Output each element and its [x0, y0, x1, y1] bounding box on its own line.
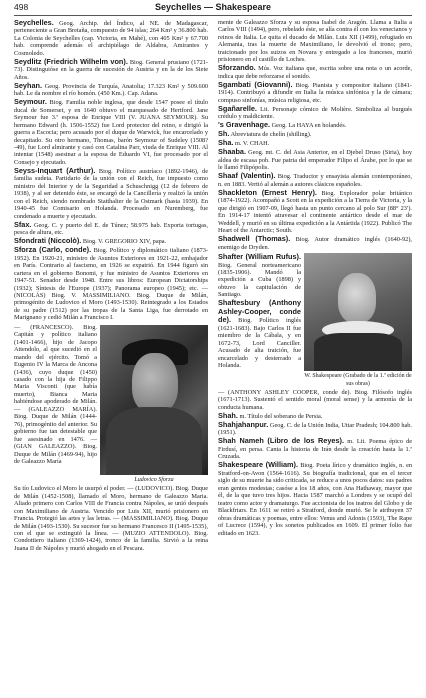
dictionary-entry [218, 19, 412, 64]
entry-headword: Shahjahanpur. [218, 419, 269, 429]
entry-text: Biog. V. GREGORIO XIV, papa. [82, 238, 167, 246]
entry-text: m. Título del soberano de Persia. [239, 412, 323, 420]
entry-headword: 's Gravenhage. [218, 120, 271, 130]
right-column [218, 19, 412, 691]
running-title: Seychelles — Shakespeare [154, 2, 272, 12]
entry-headword: Shakespeare (William). [218, 460, 299, 470]
shakespeare-portrait [304, 253, 412, 371]
entry-text: Geog. C. de la Unión India, Uttar Pradesh; 104.800 hab. (1951). [218, 421, 412, 437]
entry-headword: Shah Nameh (Libro de los Reyes). [218, 436, 345, 446]
entry-headword: Seyhan. [14, 80, 42, 90]
entry-text: Geog. C. y puerto del E. de Túnez; 58.975 hab. Exporta tortugas, pesca de altura, etc. [14, 221, 208, 237]
entry-headword: Sgambati (Giovanni). [218, 79, 293, 89]
entry-text: m. V. CHAH. [235, 140, 270, 148]
page-number: 498 [14, 2, 29, 12]
entry-text: Biog. Pianista y compositor italiano (1841-1914). Contribuyó a difundir en Italia la música sinfónica y la de cámara; compuso sinfonías, música religiosa, etc. [218, 81, 412, 104]
dictionary-entry [218, 421, 412, 437]
entry-text: Biog. Traductor y ensayista alemán contemporáneo, n. en 1883. Vertió al alemán a autores clásicos españoles. [218, 173, 412, 188]
entry-text: Biog. Poeta lírico y dramático inglés, n. en Stratford-on-Avon (1564-1616). Su biografía tradicional, que en el tercer siglo de su muerte ha sido criticada, se reduce a unos pocos datos: sus padres eran gentes modestas; casóse a los 18 años, con Ana Hathaway, mayor que él, de la que tuvo tres hijos. Hacia 1587 marchó a Londres y se ocupó del teatro como actor y dramaturgo. Fue accionista de los teatros del Globo y de Blackfriars. En 1611 se retiró a Stratford, donde murió. Se le atribuyen 37 obras dramáticas y poemas, entre ellos: Venus and Adonis (1593), The Rape of Lucrece (1594), y los sonetos publicados en 1609. El primer folio fue editado en 1623. [218, 462, 412, 537]
dictionary-entry [218, 253, 301, 299]
entry-text: Geog. Provincia de Turquía, Anatolia; 17.323 Km² y 509.600 hab. Le da nombre el río homón. (450 Km.). Cap. Adana. [14, 82, 208, 98]
left-column [14, 19, 208, 691]
dictionary-entry [218, 189, 412, 235]
entry-headword: Shafter (William Rufus). [218, 252, 301, 262]
entry-text: Biog. Explorador polar británico (1874-1922). Acompañó a Scott en la expedición a la Tierra de Victoria, y la que dirigió en 1907-09, llegó hasta un punto cercano al polo Sur (88° 23′). En 1914-17 intentó atravesar el continente antártico desde el mar de Weddell, y murió en su última expedición a la Antártida (1922). Publicó The Heart of the Antarctic; South. [218, 189, 412, 235]
dictionary-entry [218, 389, 412, 411]
entry-text: Biog. General norteamericano (1835-1906). Mandó la expedición a Cuba (1898) y obtuvo la capitulación de Santiago. [218, 261, 301, 299]
entry-headword: Seyss-Inquart (Arthur). [14, 165, 96, 175]
entry-text: Geog. Archip. del Índico, al NE. de Madagascar, perteneciente a Gran Bretaña, compuesto de 94 islas; 264 Km² y 36.800 hab. La Colonia de Seychelles (cap. Victoria, en Mahé), con 405 Km² y 67.700 hab. comprende además el archipiélago de Aldabra, Amirantes y Cosmoledo. [14, 20, 208, 57]
entry-text: Geog. mt. C. del Asia Anterior, en el Djebel Druso (Siria), hoy aldea de escasa pob. Fue patria del emperador Filipo el Árabe, por lo que se le llamó Filipópolis. [218, 149, 412, 172]
dictionary-entry [14, 98, 208, 166]
entry-text: Geog. La HAYA en holandés. [271, 122, 347, 130]
left-entries-after [14, 485, 208, 552]
entry-text: Biog. Político y diplomático italiano (1873-1952). En 1920-21, ministro de Asuntos Exteriores en 1921-22, embajador en París. Contrario al fascismo, en 1926 se expatrió. En 1944 figuró sin cartera en el gobierno Bonomi, y fue ministro de Asuntos Exteriores en 1947-51. Senador desde 1948. Entre sus libros: European Dictatorships (1932); Síntesis de l'Europe (1937); Panorama europeo (1945); etc. — (NICOLÁS) Biog. V. MASSIMILIANO. Biog. Duque de Milán, primogénito de Ludovico el Moro (1493-1530). Reintegrado a los Estados de su padre (1512) por las tropas de la Santa Liga, fue derrotado en Marignano y cedió Milán a Francisco I. [14, 247, 208, 322]
right-entries-after [218, 389, 412, 537]
entry-text: Su tío Ludovico el Moro le usurpó el poder. — (LUDOVICO). Biog. Duque de Milán (1452-1508), llamado el Moro, hermano de Galeazzo Maria. Aliado primero con Carlos VIII de Francia contra Nápoles, se unió después con Maximiliano de Austria. Vencido por Luis XII, murió prisionero en Francia. Protegió las artes y las letras. — (MASSIMILIANO). Biog. Duque de Milán (1493-1530). Su sucesor fue su hermano Francesco II (1495-1535), con el que se extinguió la línea. — (MUZIO ATTENDOLO). Biog. Condottiero italiano (1369-1424), tronco de la familia. Sirvió a la reina Juana II de Nápoles y murió ahogado en el Pescara. [14, 485, 208, 552]
right-entries-before [218, 19, 412, 251]
entry-headword: Seydlitz (Friedrich Wilhelm von). [14, 56, 128, 66]
dictionary-entry [218, 148, 412, 171]
entry-headword: Shaaba. [218, 147, 246, 157]
dictionary-entry [218, 461, 412, 537]
sforza-split-text: — (FRANCESCO). Biog. Capitán y político italiano (1401-1466), hijo de Jacopo Attendolo, al que sucedió en el mando del ejército. Tomó a Eugenio IV la Marca de Ancona (1436), cuyo duque (1450) casado con la hija de Filippo Maria Visconti (que había muerto), Bianca Maria habiéndose apoderado de Milán. — (GALEAZZO MARÍA). Biog. Duque de Milán (1444-76), primogénito del anterior. Su gobierno fue tan detestable que fue asesinado en 1476. — (GIAN GALEAZZO). Biog. Duque de Milán (1469-94), hijo de Galeazzo María [14, 323, 97, 465]
shakespeare-figure [218, 253, 412, 388]
entry-headword: Sha. [218, 138, 234, 148]
dictionary-entry [14, 19, 208, 57]
entry-text: mente de Galeazzo Sforza y su esposa Isabel de Aragón. Llama a Italia a Carlos VIII (1494), pero, rebelado éste, se alía contra él con los venecianos y reinos de Italia. Le quita el ducado de Milán. Luis XII (1499), refugiado en Alemania, tras la muerte de Maximiliano, le devolvió el trono; pero, traicionado por los suizos en Novara y entregado a los franceses, murió prisionero en el castillo de Loches. [218, 19, 412, 64]
entry-text: Mús. Voz italiana que, escrita sobre una nota o un acorde, indica que debe reforzarse el sonido. [218, 65, 412, 80]
entry-headword: Sfondrati (Niccolò). [14, 236, 82, 246]
entry-text: Lit. Personaje cómico de Molière. Simboliza al burgués crédulo y maldiciente. [218, 105, 412, 121]
shakespeare-split-text [218, 253, 301, 388]
sforza-caption: Ludovico Sforza [134, 476, 174, 483]
entry-headword: Sfax. [14, 219, 32, 229]
entry-text: Biog. Político inglés (1621-1683). Bajo Carlos II fue miembro de la Cábala, y en 1672-73, Lord Canciller. Acusado de alta traición, fue encarcelado y desterrado a Holanda. [218, 317, 301, 370]
entry-headword: Sforza (Carlo, conde). [14, 245, 92, 255]
dictionary-entry [14, 167, 208, 220]
left-entries-before [14, 19, 208, 322]
entry-text: Biog. General prusiano (1721-73). Distinguióse en la guerra de sucesión de Austria y en la de los Siete Años. [14, 58, 208, 81]
entry-text: m. Lit. Poema épico de Firdusí, en persa. Canta la historia de Irán desde la creación hasta la 1.ª Cruzada. [218, 438, 412, 461]
entry-headword: Sforzando. [218, 63, 256, 73]
entry-headword: Sh. [218, 129, 230, 139]
dictionary-entry [218, 139, 412, 147]
entry-text: Abreviatura de chelín (shilling). [230, 131, 312, 139]
dictionary-entry [218, 235, 412, 251]
dictionary-entry [218, 81, 412, 104]
dictionary-entry [218, 299, 301, 369]
entry-headword: Sgañarelle. [218, 103, 257, 113]
dictionary-entry [218, 121, 412, 129]
dictionary-entry [218, 105, 412, 121]
entry-headword: Shaftesbury (Anthony Ashley-Cooper, conde de). [218, 298, 301, 325]
entry-headword: Seymour. [14, 97, 47, 107]
dictionary-entry [14, 58, 208, 81]
dictionary-entry [14, 246, 208, 322]
ludovico-sforza-portrait [100, 325, 208, 475]
dictionary-entry [218, 172, 412, 188]
entry-headword: Shaaf (Valentin). [218, 171, 276, 181]
entry-text: Biog. Político austríaco (1892-1946), de familia sudeta. Partidario de la unión con el Reich, fue impuesto como ministro del Interior y de la Seguridad a Schuschnigg (12 de febrero de 1938), y al ser detenido éste, se encargó de la Cancillería y realizó la unión con el Reich, siendo nombrado Statthalter de la Ostmark (hasta 1939). En 1940-45 fue Comisario en Holanda. Procesado en Nuremberg, fue condenado a muerte y ejecutado. [14, 167, 208, 220]
dictionary-entry [218, 130, 412, 138]
dictionary-entry [14, 82, 208, 98]
entry-headword: Shadwell (Thomas). [218, 234, 291, 244]
entry-text: Biog. Familia noble inglesa, que desde 1547 posee el título ducal de Somerset, y en 1640 obtuvo el marquesado de Hertford. Jane Seymour fue 3.ª esposa de Enrique VIII (V. JUANA SEYMOUR). Su hermano Edward (h. 1506-1552) fue Lord protector del reino, e dirigió la guerra a Escocia; pero acusado por el duque de Warwick, fue encarcelado y decapitado. Su otro hermano, Thomas, barón Seymour of Sudeley (1508?-49), fue Lord almirante y casó con Catalina Parr, viuda de Enrique VIII. Al intentar (1548) asesinar a la esposa de Eduardo VI, fue procesado por el Consejo y ejecutado. [14, 99, 208, 166]
text-columns [14, 19, 412, 691]
entry-text: Biog. Autor dramático inglés (1640-92), enemigo de Dryden. [218, 236, 412, 251]
dictionary-entry [14, 485, 208, 552]
entry-headword: Shackleton (Ernest Henry). [218, 187, 317, 197]
entry-headword: Seychelles. [14, 19, 54, 27]
sforza-figure [14, 324, 208, 484]
dictionary-entry [218, 437, 412, 460]
entry-headword: Shah. [218, 410, 238, 420]
entry-text: — (ANTHONY ASHLEY COOPER, conde de). Biog. Filósofo inglés (1671-1713). Sustentó el sentido moral (moral sense) y la armonía de la conducta humana. [218, 388, 412, 411]
shakespeare-caption: W. Shakespeare (Grabado de la 1.ª edición de sus obras) [304, 373, 412, 387]
dictionary-entry [218, 64, 412, 80]
page-header [14, 2, 412, 16]
dictionary-entry [14, 221, 208, 237]
